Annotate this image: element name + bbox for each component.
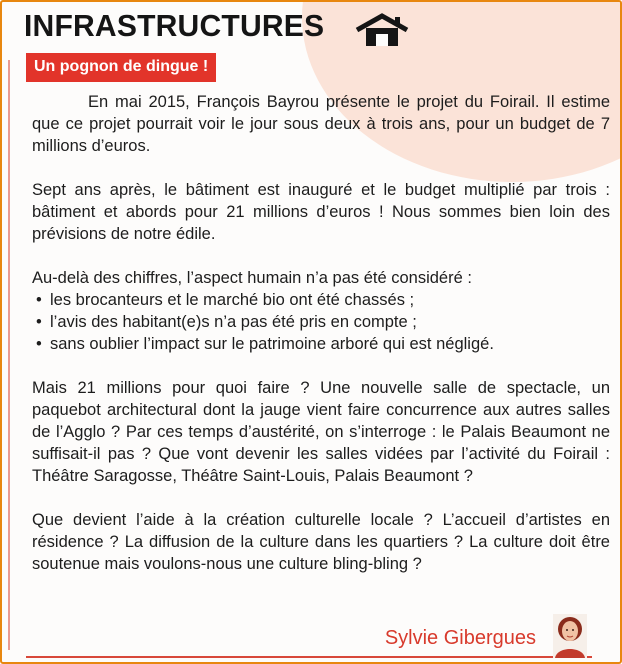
list-item: • l’avis des habitant(e)s n’a pas été pris en compte ; [32, 311, 610, 333]
left-accent-rule [8, 60, 10, 650]
paragraph-3: Au-delà des chiffres, l’aspect humain n’a pas été considéré : [32, 269, 472, 287]
house-icon [355, 13, 409, 47]
paragraph-5: Que devient l’aide à la création culturelle locale ? L’accueil d’artistes en résidence ? La diffusion de la culture dans les quartiers ? La culture doit être soutenue mais voulons-nous une culture bling-bling ? [32, 511, 610, 573]
paragraph-4: Mais 21 millions pour quoi faire ? Une nouvelle salle de spectacle, un paquebot architectural dont la jauge vient faire concurrence aux autres salles de l’Agglo ? Par ces temps d’austérité, on s’interroge : le Palais Beaumont ne suffisait-il pas ? Que vont devenir les salles vidées par l’activité du Foirail : Théâtre Saragosse, Théâtre Saint-Louis, Palais Beaumont ? [32, 379, 610, 485]
section-banner: Un pognon de dingue ! [26, 53, 216, 82]
bullet-list [32, 289, 610, 355]
paragraph-1: En mai 2015, François Bayrou présente le projet du Foirail. Il estime que ce projet pourrait voir le jour sous deux à trois ans, pour un budget de 7 millions d’euros. [32, 93, 610, 155]
article-body [32, 91, 610, 575]
article-title: INFRASTRUCTURES [24, 8, 325, 43]
author-avatar [553, 614, 587, 658]
list-item: • les brocanteurs et le marché bio ont été chassés ; [32, 289, 610, 311]
paragraph-2: Sept ans après, le bâtiment est inauguré et le budget multiplié par trois : bâtiment et abords pour 21 millions d’euros ! Nous sommes bien loin des prévisions de notre édile. [32, 181, 610, 243]
list-item: • sans oublier l’impact sur le patrimoine arboré qui est négligé. [32, 333, 610, 355]
author-signature: Sylvie Gibergues [384, 627, 536, 649]
signature-underline [26, 656, 592, 658]
